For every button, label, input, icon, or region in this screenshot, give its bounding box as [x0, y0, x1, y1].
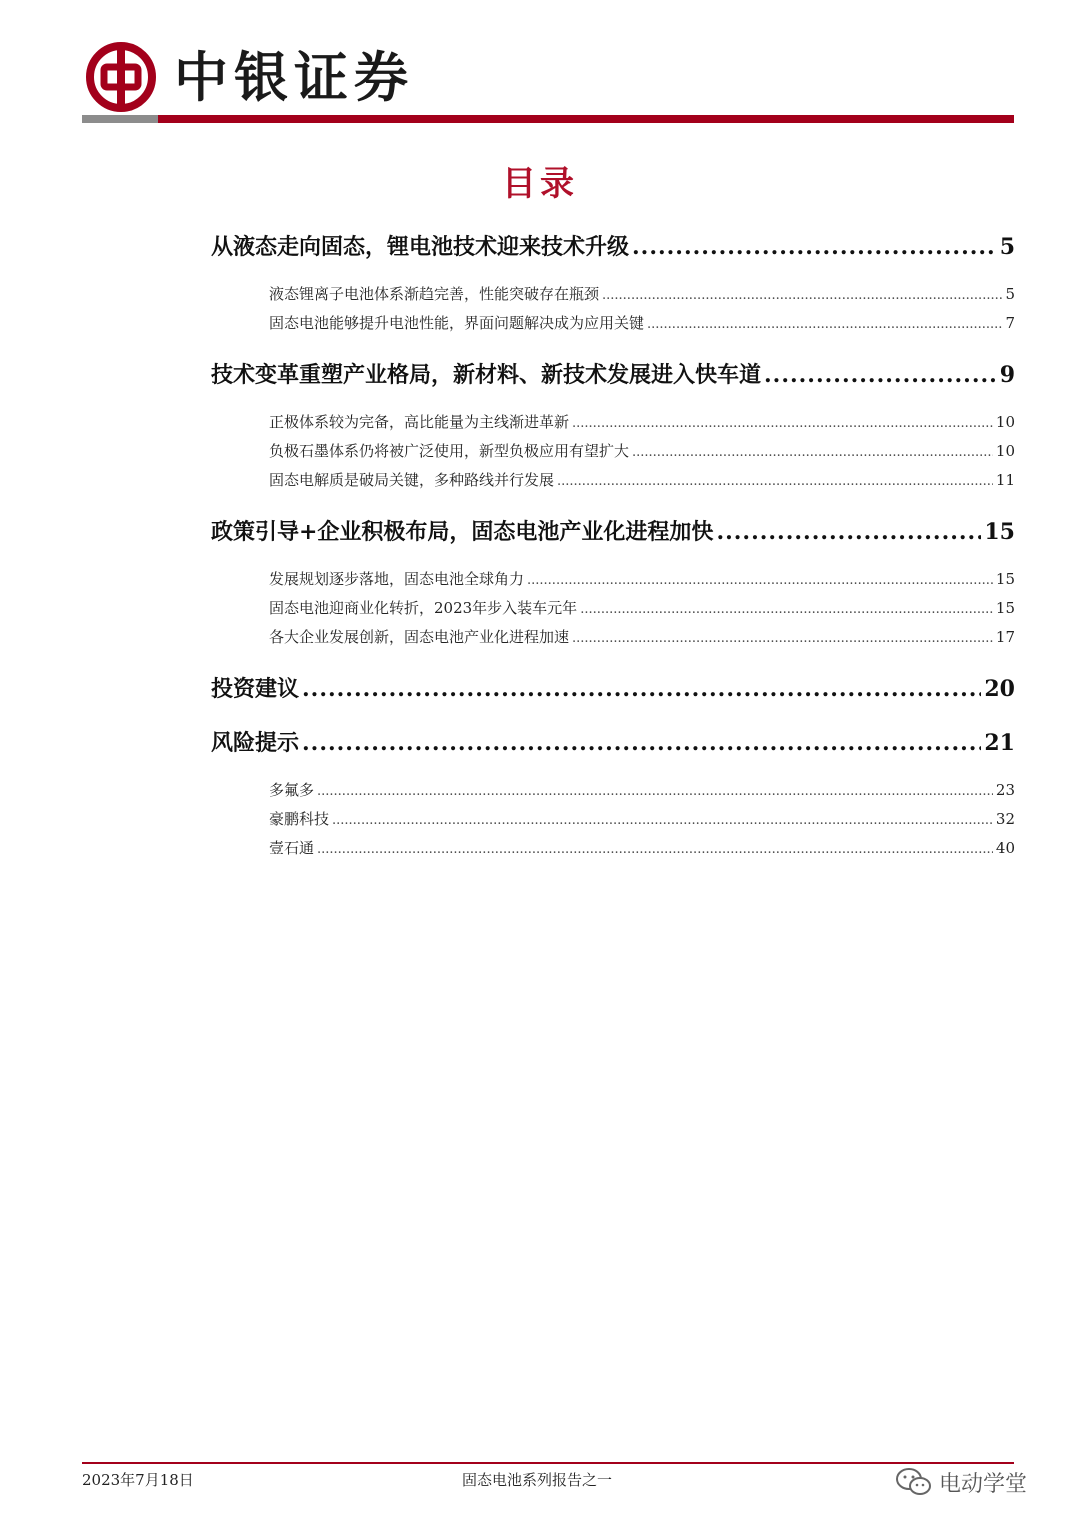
toc-page-number: 10	[995, 442, 1015, 460]
toc-leader	[302, 668, 981, 710]
toc-page-number: 15	[995, 599, 1015, 617]
toc-subsection[interactable]	[211, 623, 1015, 652]
toc-section-label: 从液态走向固态，锂电池技术迎来技术升级	[211, 234, 630, 260]
toc-section-label: 技术变革重塑产业格局，新材料、新技术发展进入快车道	[211, 362, 762, 388]
toc-section[interactable]	[211, 226, 1015, 268]
toc-leader	[317, 777, 993, 806]
toc-leader	[527, 566, 993, 595]
toc-section[interactable]	[211, 722, 1015, 764]
toc-leader	[632, 226, 997, 268]
toc-subsection[interactable]	[211, 437, 1015, 466]
brand-name: 中银证券	[174, 45, 414, 109]
toc-page-number: 17	[995, 628, 1015, 646]
toc-subsection-label: 正极体系较为完备，高比能量为主线渐进革新	[269, 413, 570, 431]
toc-subsection[interactable]	[211, 280, 1015, 309]
toc-subsection-label: 发展规划逐步落地，固态电池全球角力	[269, 570, 525, 588]
watermark	[895, 1464, 1027, 1500]
header-divider	[82, 115, 1014, 123]
toc-leader	[580, 595, 993, 624]
toc-leader	[602, 281, 1002, 310]
toc-subsection[interactable]	[211, 834, 1015, 863]
toc-leader	[317, 835, 993, 864]
table-of-contents	[211, 226, 1015, 863]
bank-of-china-logo-icon	[86, 42, 156, 112]
toc-subsection-label: 负极石墨体系仍将被广泛使用，新型负极应用有望扩大	[269, 442, 630, 460]
toc-subsection[interactable]	[211, 565, 1015, 594]
toc-section-label: 风险提示	[211, 730, 300, 756]
toc-title: 目录	[502, 164, 578, 204]
toc-leader	[716, 511, 981, 553]
toc-subsection[interactable]	[211, 805, 1015, 834]
toc-subsection-label: 豪鹏科技	[269, 810, 330, 828]
toc-page-number: 7	[1005, 314, 1015, 332]
toc-section-label: 政策引导+企业积极布局，固态电池产业化进程加快	[211, 519, 714, 545]
toc-subsection-label: 固态电池能够提升电池性能，界面问题解决成为应用关键	[269, 314, 645, 332]
wechat-icon	[895, 1466, 933, 1498]
toc-subsection[interactable]	[211, 466, 1015, 495]
toc-leader	[764, 354, 997, 396]
toc-page-number: 23	[995, 781, 1015, 799]
toc-subsection-label: 液态锂离子电池体系渐趋完善，性能突破存在瓶颈	[269, 285, 600, 303]
toc-leader	[572, 624, 993, 653]
report-series-name: 固态电池系列报告之一	[462, 1471, 613, 1489]
toc-subsection-label: 各大企业发展创新，固态电池产业化进程加速	[269, 628, 570, 646]
report-header	[82, 38, 1014, 128]
watermark-text: 电动学堂	[939, 1471, 1028, 1497]
toc-leader	[332, 806, 993, 835]
toc-page-number: 15	[984, 519, 1015, 545]
toc-page-number: 20	[984, 676, 1015, 702]
toc-subsection[interactable]	[211, 594, 1015, 623]
toc-section[interactable]	[211, 511, 1015, 553]
toc-page-number: 21	[984, 730, 1015, 756]
toc-subsection[interactable]	[211, 309, 1015, 338]
toc-page-number: 40	[995, 839, 1015, 857]
toc-subsection-label: 固态电池迎商业化转折，2023年步入装车元年	[269, 599, 578, 617]
footer-divider	[82, 1462, 1014, 1464]
toc-section[interactable]	[211, 354, 1015, 396]
toc-leader	[557, 467, 993, 496]
toc-leader	[632, 438, 993, 467]
toc-page-number: 32	[995, 810, 1015, 828]
toc-leader	[302, 722, 981, 764]
toc-section-label: 投资建议	[211, 676, 300, 702]
toc-page-number: 11	[995, 471, 1015, 489]
toc-page-number: 9	[999, 362, 1015, 388]
toc-subsection-label: 固态电解质是破局关键，多种路线并行发展	[269, 471, 555, 489]
toc-subsection-label: 多氟多	[269, 781, 315, 799]
toc-leader	[647, 310, 1002, 339]
toc-page-number: 5	[999, 234, 1015, 260]
toc-page-number: 5	[1005, 285, 1015, 303]
toc-subsection[interactable]	[211, 408, 1015, 437]
toc-subsection[interactable]	[211, 776, 1015, 805]
toc-subsection-label: 壹石通	[269, 839, 315, 857]
report-date: 2023年7月18日	[82, 1471, 194, 1489]
toc-page-number: 15	[995, 570, 1015, 588]
toc-section[interactable]	[211, 668, 1015, 710]
toc-leader	[572, 409, 993, 438]
toc-page-number: 10	[995, 413, 1015, 431]
